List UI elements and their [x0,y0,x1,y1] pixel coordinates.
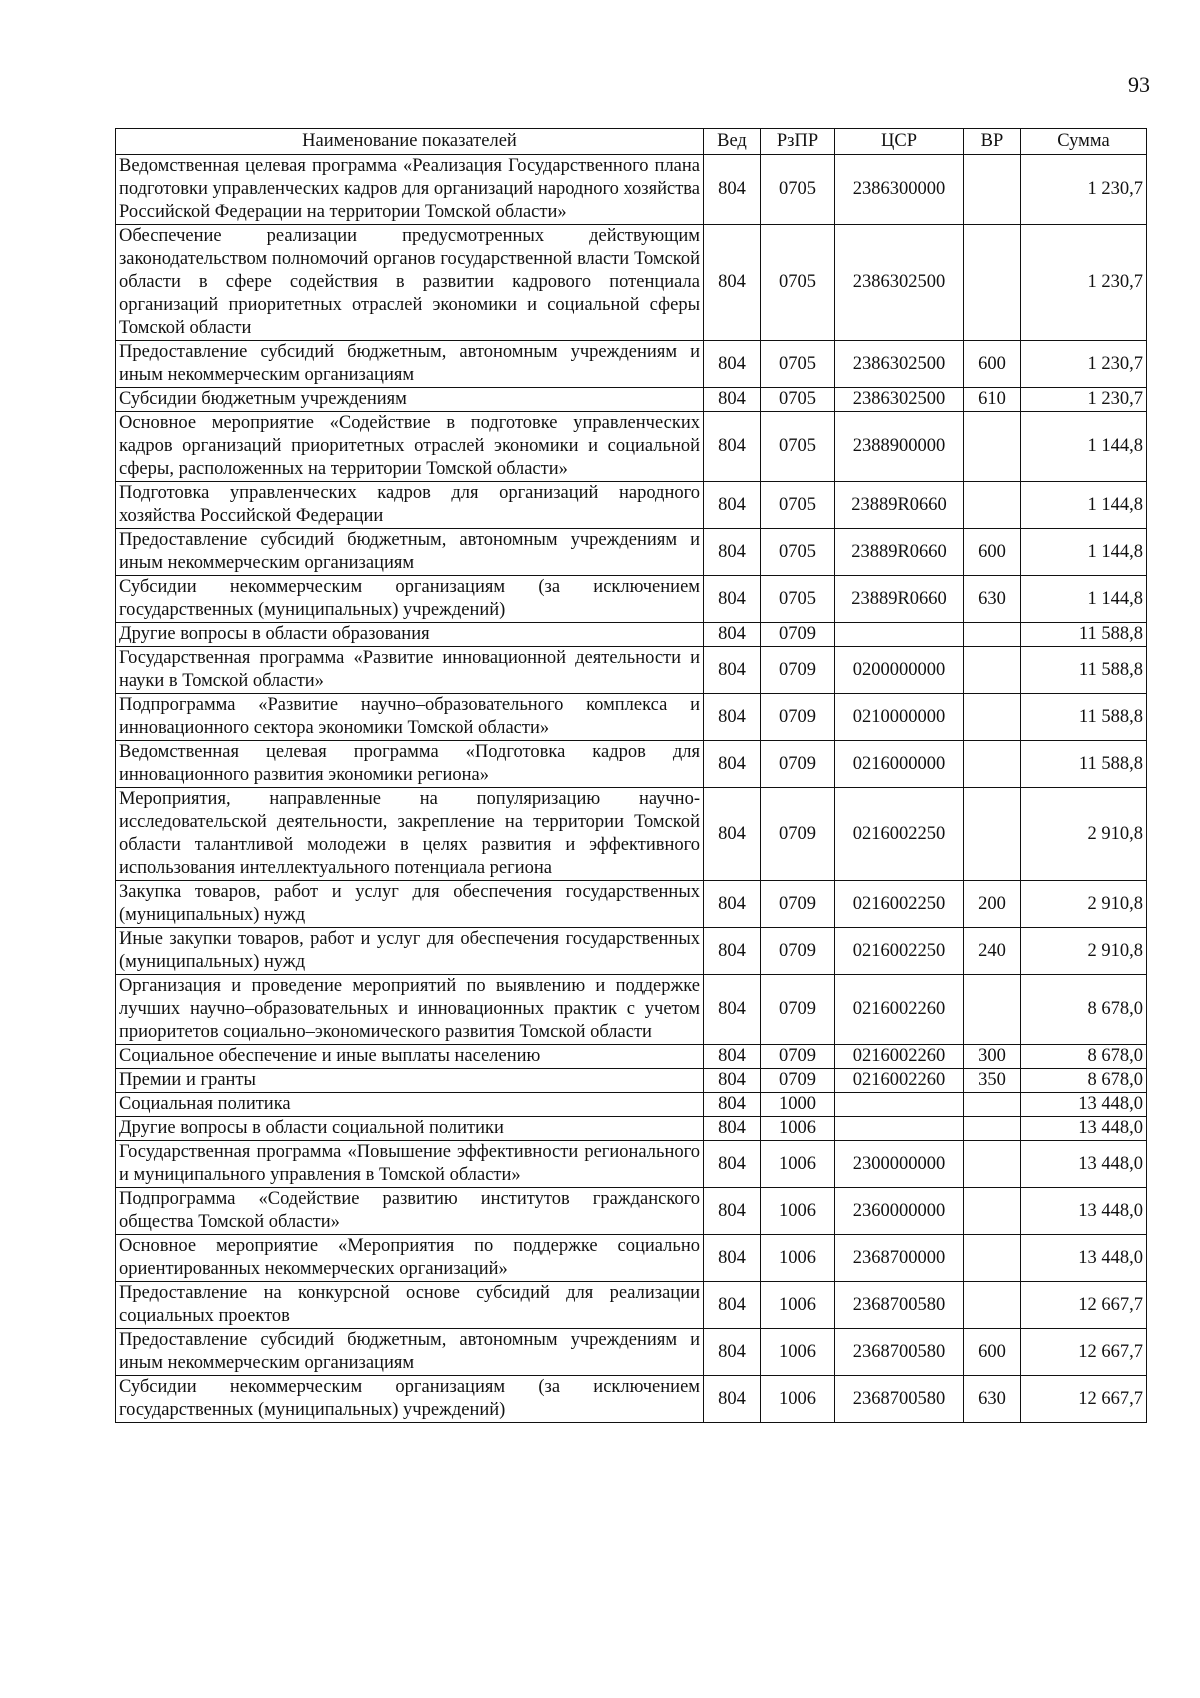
cell-ved: 804 [704,1235,761,1282]
cell-rzpr: 1000 [761,1093,835,1117]
cell-rzpr: 0709 [761,647,835,694]
cell-csr: 23889R0660 [835,482,964,529]
cell-rzpr: 0705 [761,529,835,576]
cell-csr: 0216002260 [835,1045,964,1069]
cell-ved: 804 [704,576,761,623]
table-row [116,412,1147,482]
cell-name: Предоставление субсидий бюджетным, автономным учреждениям и иным некоммерческим организациям [116,1329,704,1376]
cell-vr: 630 [964,576,1021,623]
table-row [116,928,1147,975]
cell-csr: 2388900000 [835,412,964,482]
cell-rzpr: 0709 [761,788,835,881]
cell-ved: 804 [704,928,761,975]
cell-rzpr: 1006 [761,1376,835,1423]
cell-csr: 23889R0660 [835,529,964,576]
cell-ved: 804 [704,1282,761,1329]
cell-vr [964,1188,1021,1235]
cell-name: Государственная программа «Развитие инновационной деятельности и науки в Томской области» [116,647,704,694]
table-row [116,1117,1147,1141]
header-sum: Сумма [1021,129,1147,155]
cell-sum: 1 230,7 [1021,388,1147,412]
table-row [116,576,1147,623]
cell-ved: 804 [704,1117,761,1141]
cell-ved: 804 [704,694,761,741]
cell-csr [835,1093,964,1117]
cell-ved: 804 [704,412,761,482]
cell-name: Субсидии некоммерческим организациям (за исключением государственных (муниципальных) учреждений) [116,576,704,623]
cell-sum: 1 144,8 [1021,529,1147,576]
cell-sum: 11 588,8 [1021,741,1147,788]
cell-sum: 1 144,8 [1021,412,1147,482]
table-row [116,975,1147,1045]
cell-rzpr: 1006 [761,1282,835,1329]
cell-name: Организация и проведение мероприятий по выявлению и поддержке лучших научно–образовательных и инновационных практик с учетом приоритетов социально–экономического развития Томской области [116,975,704,1045]
header-rzpr: РзПР [761,129,835,155]
cell-ved: 804 [704,482,761,529]
cell-csr: 2386302500 [835,341,964,388]
table-row [116,741,1147,788]
cell-name: Подпрограмма «Содействие развитию институтов гражданского общества Томской области» [116,1188,704,1235]
cell-ved: 804 [704,388,761,412]
cell-vr [964,1235,1021,1282]
cell-sum: 13 448,0 [1021,1141,1147,1188]
table-row [116,1141,1147,1188]
cell-name: Предоставление субсидий бюджетным, автономным учреждениям и иным некоммерческим организациям [116,529,704,576]
cell-name: Предоставление субсидий бюджетным, автономным учреждениям и иным некоммерческим организациям [116,341,704,388]
cell-rzpr: 1006 [761,1188,835,1235]
cell-rzpr: 0705 [761,388,835,412]
header-vr: ВР [964,129,1021,155]
cell-rzpr: 0705 [761,341,835,388]
cell-sum: 1 230,7 [1021,225,1147,341]
cell-name: Подпрограмма «Развитие научно–образовательного комплекса и инновационного сектора экономики Томской области» [116,694,704,741]
budget-table [115,128,1147,1423]
cell-ved: 804 [704,529,761,576]
cell-csr: 2368700580 [835,1282,964,1329]
header-ved: Вед [704,129,761,155]
cell-name: Мероприятия, направленные на популяризацию научно-исследовательской деятельности, закрепление на территории Томской области талантливой молодежи в целях развития и эффективного использования интеллектуального потенциала региона [116,788,704,881]
cell-name: Субсидии некоммерческим организациям (за исключением государственных (муниципальных) учреждений) [116,1376,704,1423]
cell-vr [964,1282,1021,1329]
table-row [116,155,1147,225]
cell-vr [964,412,1021,482]
cell-sum: 13 448,0 [1021,1117,1147,1141]
cell-ved: 804 [704,1069,761,1093]
cell-rzpr: 1006 [761,1117,835,1141]
cell-rzpr: 0709 [761,928,835,975]
cell-sum: 1 230,7 [1021,341,1147,388]
cell-vr: 240 [964,928,1021,975]
table-row [116,623,1147,647]
cell-ved: 804 [704,1093,761,1117]
cell-csr: 23889R0660 [835,576,964,623]
cell-ved: 804 [704,1188,761,1235]
cell-vr [964,623,1021,647]
cell-csr: 0216002260 [835,975,964,1045]
cell-rzpr: 0705 [761,482,835,529]
cell-vr: 630 [964,1376,1021,1423]
cell-vr: 200 [964,881,1021,928]
cell-sum: 1 144,8 [1021,576,1147,623]
cell-ved: 804 [704,341,761,388]
cell-name: Основное мероприятие «Содействие в подготовке управленческих кадров организаций приоритетных отраслей экономики и социальной сферы, расположенных на территории Томской области» [116,412,704,482]
cell-ved: 804 [704,975,761,1045]
cell-csr [835,1117,964,1141]
table-row [116,1045,1147,1069]
table-row [116,1069,1147,1093]
cell-ved: 804 [704,1329,761,1376]
cell-csr: 0210000000 [835,694,964,741]
cell-name: Иные закупки товаров, работ и услуг для обеспечения государственных (муниципальных) нужд [116,928,704,975]
cell-ved: 804 [704,225,761,341]
cell-vr [964,225,1021,341]
cell-csr: 0216002250 [835,881,964,928]
cell-sum: 13 448,0 [1021,1093,1147,1117]
cell-name: Предоставление на конкурсной основе субсидий для реализации социальных проектов [116,1282,704,1329]
cell-sum: 11 588,8 [1021,623,1147,647]
table-row [116,225,1147,341]
cell-rzpr: 1006 [761,1141,835,1188]
cell-sum: 2 910,8 [1021,788,1147,881]
cell-sum: 8 678,0 [1021,975,1147,1045]
table-row [116,1093,1147,1117]
header-csr: ЦСР [835,129,964,155]
cell-sum: 12 667,7 [1021,1329,1147,1376]
cell-name: Обеспечение реализации предусмотренных действующим законодательством полномочий органов государственной власти Томской области в сфере содействия в развитии кадрового потенциала организаций приоритетных отраслей экономики и социальной сферы Томской области [116,225,704,341]
cell-ved: 804 [704,881,761,928]
cell-csr: 0216002250 [835,788,964,881]
table-body [116,155,1147,1423]
cell-name: Социальное обеспечение и иные выплаты населению [116,1045,704,1069]
cell-csr: 0200000000 [835,647,964,694]
table-row [116,388,1147,412]
cell-csr: 2360000000 [835,1188,964,1235]
cell-vr [964,975,1021,1045]
cell-vr [964,1117,1021,1141]
cell-rzpr: 0709 [761,975,835,1045]
cell-vr [964,647,1021,694]
cell-name: Закупка товаров, работ и услуг для обеспечения государственных (муниципальных) нужд [116,881,704,928]
cell-sum: 11 588,8 [1021,647,1147,694]
cell-ved: 804 [704,1141,761,1188]
cell-name: Премии и гранты [116,1069,704,1093]
cell-sum: 13 448,0 [1021,1188,1147,1235]
cell-rzpr: 0705 [761,412,835,482]
table-row [116,788,1147,881]
cell-csr: 2386300000 [835,155,964,225]
table-row [116,1329,1147,1376]
cell-rzpr: 0709 [761,1069,835,1093]
cell-csr [835,623,964,647]
table-row [116,881,1147,928]
cell-name: Основное мероприятие «Мероприятия по поддержке социально ориентированных некоммерческих организаций» [116,1235,704,1282]
cell-ved: 804 [704,623,761,647]
cell-rzpr: 0705 [761,155,835,225]
table-row [116,341,1147,388]
cell-rzpr: 0705 [761,225,835,341]
table-row [116,1188,1147,1235]
cell-csr: 2368700000 [835,1235,964,1282]
cell-vr [964,1093,1021,1117]
cell-sum: 8 678,0 [1021,1069,1147,1093]
cell-ved: 804 [704,1376,761,1423]
page-number: 93 [1128,72,1150,97]
cell-sum: 2 910,8 [1021,928,1147,975]
cell-sum: 8 678,0 [1021,1045,1147,1069]
cell-ved: 804 [704,1045,761,1069]
cell-vr: 600 [964,1329,1021,1376]
cell-sum: 12 667,7 [1021,1376,1147,1423]
cell-csr: 0216002260 [835,1069,964,1093]
cell-sum: 1 230,7 [1021,155,1147,225]
cell-name: Подготовка управленческих кадров для организаций народного хозяйства Российской Федерации [116,482,704,529]
cell-vr [964,788,1021,881]
cell-vr [964,482,1021,529]
cell-vr: 600 [964,529,1021,576]
cell-name: Социальная политика [116,1093,704,1117]
cell-vr: 610 [964,388,1021,412]
cell-ved: 804 [704,647,761,694]
cell-ved: 804 [704,788,761,881]
cell-rzpr: 0709 [761,741,835,788]
table-row [116,482,1147,529]
cell-csr: 0216000000 [835,741,964,788]
cell-name: Субсидии бюджетным учреждениям [116,388,704,412]
cell-sum: 2 910,8 [1021,881,1147,928]
cell-csr: 2300000000 [835,1141,964,1188]
cell-ved: 804 [704,155,761,225]
cell-vr [964,741,1021,788]
cell-rzpr: 0709 [761,623,835,647]
cell-vr [964,155,1021,225]
cell-name: Ведомственная целевая программа «Реализация Государственного плана подготовки управленческих кадров для организаций народного хозяйства Российской Федерации на территории Томской области» [116,155,704,225]
cell-sum: 13 448,0 [1021,1235,1147,1282]
cell-rzpr: 0709 [761,1045,835,1069]
cell-csr: 2368700580 [835,1376,964,1423]
cell-name: Государственная программа «Повышение эффективности регионального и муниципального управления в Томской области» [116,1141,704,1188]
cell-rzpr: 1006 [761,1329,835,1376]
cell-csr: 0216002250 [835,928,964,975]
cell-csr: 2386302500 [835,388,964,412]
table-row [116,1282,1147,1329]
cell-sum: 11 588,8 [1021,694,1147,741]
table-row [116,1376,1147,1423]
table-header-row [116,129,1147,155]
cell-sum: 1 144,8 [1021,482,1147,529]
cell-vr [964,694,1021,741]
header-name: Наименование показателей [116,129,704,155]
cell-ved: 804 [704,741,761,788]
cell-csr: 2368700580 [835,1329,964,1376]
cell-rzpr: 1006 [761,1235,835,1282]
cell-sum: 12 667,7 [1021,1282,1147,1329]
table-row [116,647,1147,694]
cell-vr: 300 [964,1045,1021,1069]
cell-rzpr: 0709 [761,694,835,741]
cell-vr: 600 [964,341,1021,388]
cell-name: Другие вопросы в области образования [116,623,704,647]
cell-vr: 350 [964,1069,1021,1093]
table-row [116,529,1147,576]
cell-name: Другие вопросы в области социальной политики [116,1117,704,1141]
cell-name: Ведомственная целевая программа «Подготовка кадров для инновационного развития экономики региона» [116,741,704,788]
cell-rzpr: 0709 [761,881,835,928]
cell-csr: 2386302500 [835,225,964,341]
cell-vr [964,1141,1021,1188]
table-row [116,1235,1147,1282]
table-row [116,694,1147,741]
cell-rzpr: 0705 [761,576,835,623]
